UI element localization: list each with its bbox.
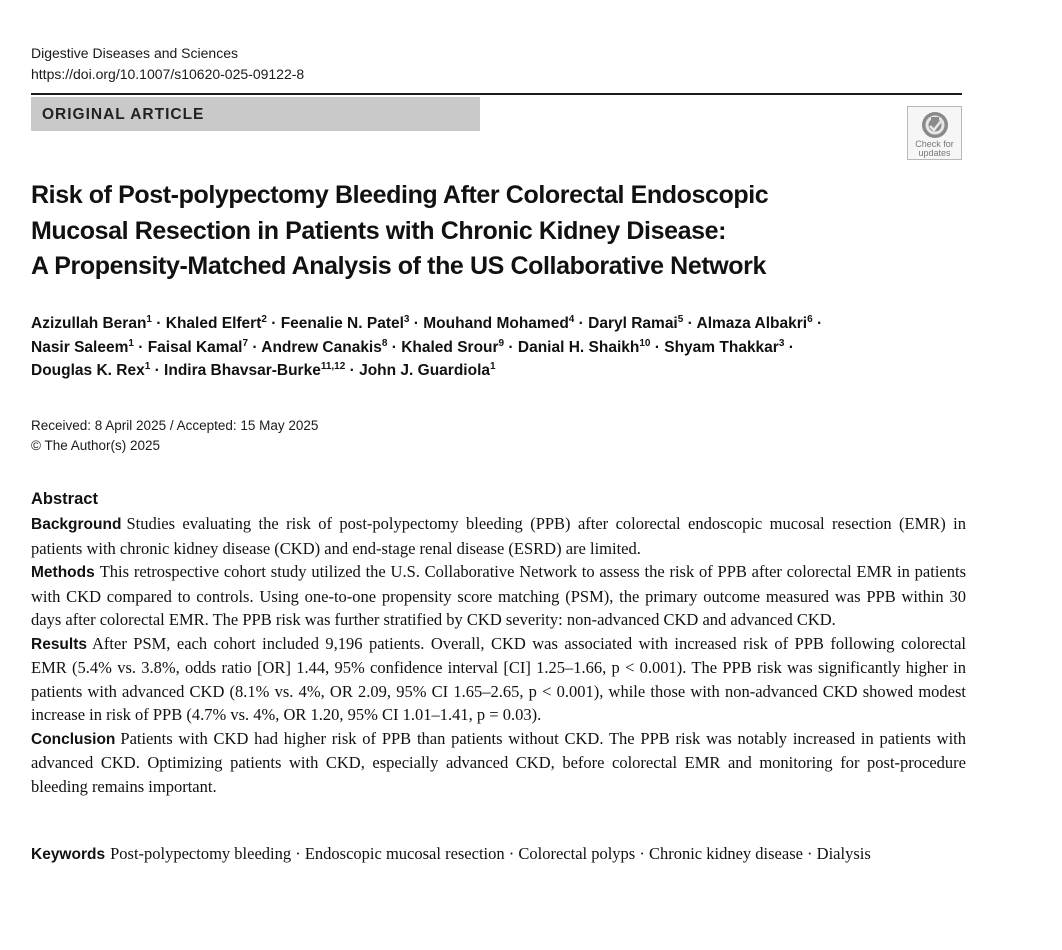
journal-name: Digestive Diseases and Sciences — [31, 45, 238, 61]
keywords-text: Post-polypectomy bleeding · Endoscopic mucosal resection · Colorectal polyps · Chronic kidney disease · Dialysis — [110, 844, 871, 863]
author-name[interactable]: Douglas K. Rex — [31, 362, 145, 379]
abstract-body — [31, 512, 966, 798]
author-name[interactable]: Khaled Srour — [401, 338, 499, 356]
doi-link[interactable]: https://doi.org/10.1007/s10620-025-09122-8 — [31, 66, 305, 82]
abstract-methods — [31, 560, 966, 632]
author-list: Azizullah Beran$^1$ · Khaled Elfert$^2$ · Feenalie N. Patel$^3$ · Mouhand Mohamed$^4$ · Daryl Ramai$^5$ · Almaza Albakri$^6$ · Nasir Saleem$^1$ · Faisal Kamal$^7$ · Andrew Canakis$^8$ · Khaled Srour$^9$ · Danial H. Shaikh$^{10}$ · Shyam Thakkar$^3$ · Douglas K. Rex$^1$ · Indira Bhavsar-Burke$^{11,12}$ · John J. Guardiola$^1$ — [31, 314, 823, 379]
background-label: Background — [31, 516, 122, 533]
author-affiliation: 10 — [639, 337, 651, 349]
author-name[interactable]: Azizullah Beran — [31, 315, 147, 332]
copyright-notice: © The Author(s) 2025 — [31, 437, 161, 453]
author-affiliation: 3 — [778, 337, 785, 349]
author-name[interactable]: Feenalie N. Patel — [280, 315, 404, 332]
author-affiliation: 11,12 — [320, 361, 346, 372]
author-affiliation: 1 — [490, 361, 496, 372]
article-title — [31, 178, 931, 285]
conclusion-label: Conclusion — [31, 730, 116, 748]
abstract-conclusion — [31, 727, 966, 799]
badge-line-2: updates — [918, 148, 951, 158]
article-type-banner: ORIGINAL ARTICLE — [31, 97, 480, 131]
author-name[interactable]: Andrew Canakis — [261, 338, 382, 356]
conclusion-text: Patients with CKD had higher risk of PPB than patients without CKD. The PPB risk was notably increased in patients with advanced CKD. Optimizing patients with CKD, especially advanced CKD, before colorectal EMR and monitoring for post-procedure bleeding remains important. — [31, 728, 966, 796]
author-affiliation: 4 — [568, 314, 575, 325]
author-affiliation: 3 — [403, 314, 410, 325]
abstract-results — [31, 632, 966, 727]
methods-label: Methods — [31, 564, 95, 581]
results-label: Results — [31, 635, 87, 653]
header-rule — [31, 93, 962, 95]
author-affiliation: 1 — [144, 361, 151, 372]
methods-text: This retrospective cohort study utilized the U.S. Collaborative Network to assess the risk of PPB after colorectal EMR in patients with CKD compared to controls. Using one-to-one propensity score matching (PSM), the primary outcome measured was PPB within 30 days after colorectal EMR. The PPB risk was further stratified by CKD severity: non-advanced CKD and advanced CKD. — [31, 562, 966, 629]
author-affiliation: 9 — [498, 337, 505, 349]
background-text: Studies evaluating the risk of post-polypectomy bleeding (PPB) after colorectal endoscopic mucosal resection (EMR) in patients with chronic kidney disease (CKD) and end-stage renal disease (ESRD) are limited. — [31, 514, 966, 558]
author-name[interactable]: Mouhand Mohamed — [423, 315, 569, 332]
crossmark-icon — [920, 110, 950, 140]
journal-header — [31, 43, 304, 85]
author-affiliation: 1 — [146, 314, 152, 325]
article-dates — [31, 416, 318, 455]
author-name[interactable]: Shyam Thakkar — [664, 338, 779, 356]
received-accepted-dates: Received: 8 April 2025 / Accepted: 15 May 2025 — [31, 418, 319, 433]
badge-line-1: Check for — [915, 139, 954, 149]
author-name[interactable]: Danial H. Shaikh — [517, 338, 640, 356]
author-name[interactable]: Khaled Elfert — [165, 315, 262, 332]
author-name[interactable]: Nasir Saleem — [31, 338, 129, 356]
author-affiliation: 7 — [242, 337, 249, 349]
title-line: Risk of Post-polypectomy Bleeding After Colorectal Endoscopic — [31, 181, 769, 209]
author-name[interactable]: Indira Bhavsar-Burke — [164, 362, 321, 379]
author-affiliation: 6 — [807, 314, 813, 325]
check-for-updates-button[interactable] — [907, 106, 962, 160]
title-line: A Propensity-Matched Analysis of the US Collaborative Network — [31, 252, 767, 280]
author-name[interactable]: Faisal Kamal — [147, 338, 243, 356]
keywords-label: Keywords — [31, 846, 106, 863]
results-text: After PSM, each cohort included 9,196 patients. Overall, CKD was associated with increased risk of PPB following colorectal EMR (5.4% vs. 3.8%, odds ratio [OR] 1.44, 95% confidence interval [CI] 1.25–1.66, p < 0.001). The PPB risk was significantly higher in patients with advanced CKD (8.1% vs. 4%, OR 2.09, 95% CI 1.65–2.65, p < 0.001), while those with non-advanced CKD showed modest increase in risk of PPB (4.7% vs. 4%, OR 1.20, 95% CI 1.01–1.41, p = 0.03). — [31, 633, 966, 724]
author-affiliation: 2 — [261, 314, 267, 325]
author-affiliation: 5 — [677, 314, 684, 325]
abstract-heading: Abstract — [31, 490, 98, 508]
abstract-background — [31, 512, 966, 560]
author-affiliation: 1 — [128, 337, 134, 349]
author-name[interactable]: John J. Guardiola — [359, 362, 491, 379]
author-name[interactable]: Almaza Albakri — [696, 315, 808, 332]
author-name[interactable]: Daryl Ramai — [588, 315, 678, 332]
author-affiliation: 8 — [381, 337, 388, 349]
keywords-section — [31, 842, 931, 867]
title-line: Mucosal Resection in Patients with Chronic Kidney Disease: — [31, 216, 727, 245]
